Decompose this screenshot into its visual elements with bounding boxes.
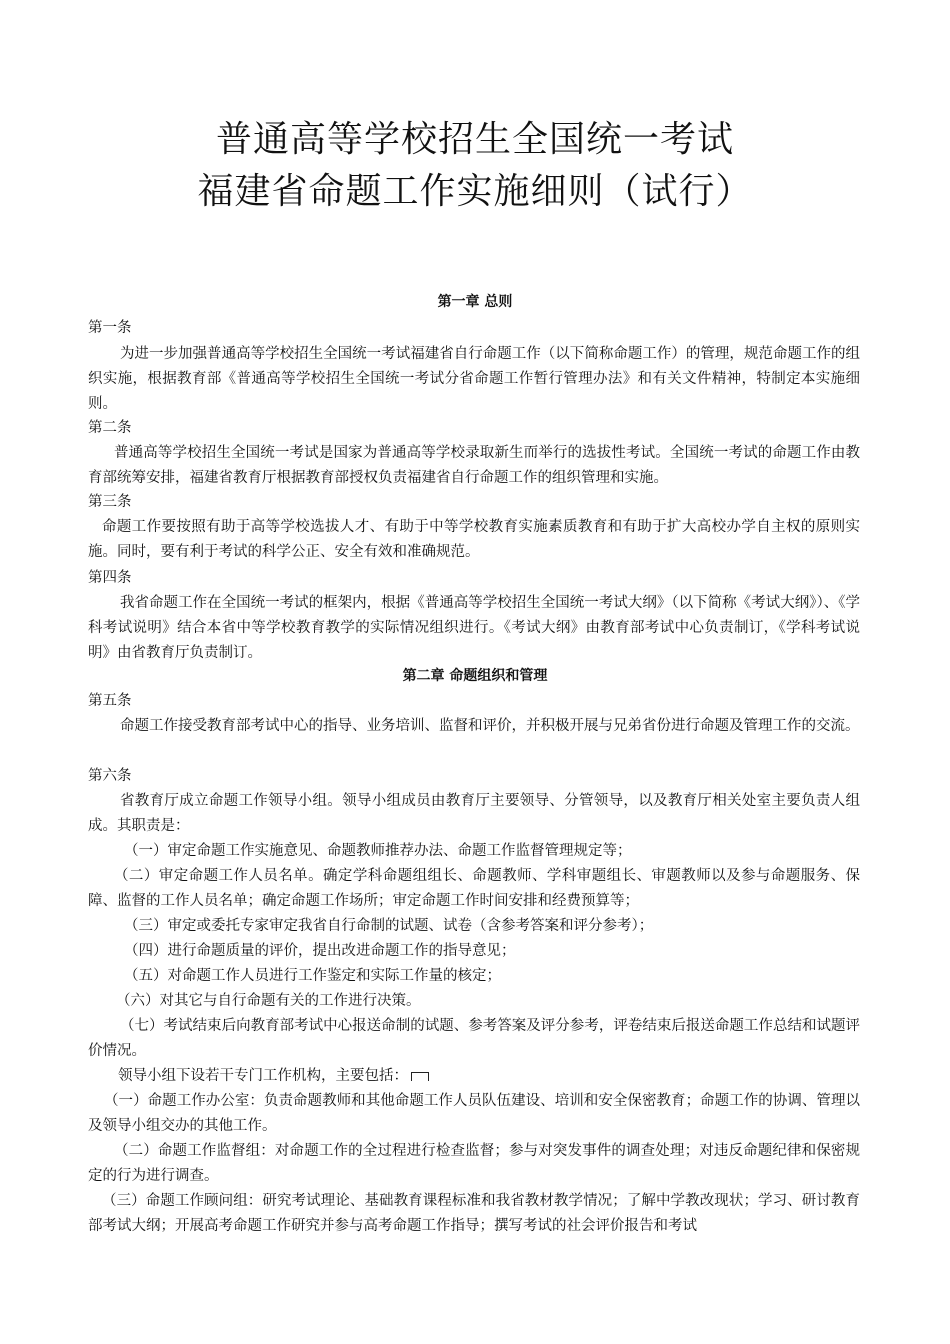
article-1-text: 为进一步加强普通高等学校招生全国统一考试福建省自行命题工作（以下简称命题工作）的管理，规范命题工作的组织实施，根据教育部《普通高等学校招生全国统一考试分省命题工作暂行管理办法》和有关文件精神，特制定本实施细则。 xyxy=(88,346,860,412)
duty-item-1: （一）审定命题工作实施意见、命题教师推荐办法、命题工作监督管理规定等； xyxy=(124,843,632,859)
body-item-2: （二）命题工作监督组：对命题工作的全过程进行检查监督；参与对突发事件的调查处理；对违反命题纪律和保密规定的行为进行调查。 xyxy=(88,1143,860,1184)
document-title-line1: 普通高等学校招生全国统一考试 xyxy=(215,119,734,160)
working-bodies-intro xyxy=(88,1064,860,1089)
duty-item-7: （七）考试结束后向教育部考试中心报送命制的试题、参考答案及评分参考，评卷结束后报送命题工作总结和试题评价情况。 xyxy=(88,1018,860,1059)
chapter-1-heading: 第一章 总则 xyxy=(437,294,513,310)
article-6-text: 省教育厅成立命题工作领导小组。领导小组成员由教育厅主要领导、分管领导，以及教育厅相关处室主要负责人组成。其职责是： xyxy=(88,793,860,834)
article-6-label: 第六条 xyxy=(88,768,132,784)
duty-item-2: （二）审定命题工作人员名单。确定学科命题组组长、命题教师、学科审题组长、审题教师以及参与命题服务、保障、监督的工作人员名单；确定命题工作场所；审定命题工作时间安排和经费预算等； xyxy=(88,868,860,909)
article-5-text: 命题工作接受教育部考试中心的指导、业务培训、监督和评价，并积极开展与兄弟省份进行命题及管理工作的交流。 xyxy=(120,718,860,734)
article-4-text: 我省命题工作在全国统一考试的框架内，根据《普通高等学校招生全国统一考试大纲》（以下简称《考试大纲》）、《学科考试说明》结合本省中等学校教育教学的实际情况组织进行。《考试大纲》由教育部考试中心负责制订，《学科考试说明》由省教育厅负责制订。 xyxy=(88,595,860,661)
article-3-text: 命题工作要按照有助于高等学校选拔人才、有助于中等学校教育实施素质教育和有助于扩大高校办学自主权的原则实施。同时，要有利于考试的科学公正、安全有效和准确规范。 xyxy=(88,519,860,560)
body-item-3: （三）命题工作顾问组：研究考试理论、基础教育课程标准和我省教材教学情况；了解中学教改现状；学习、研讨教育部考试大纲；开展高考命题工作研究并参与高考命题工作指导；撰写考试的社会评价报告和考试 xyxy=(88,1193,860,1234)
article-2-text: 普通高等学校招生全国统一考试是国家为普通高等学校录取新生而举行的选拔性考试。全国统一考试的命题工作由教育部统筹安排，福建省教育厅根据教育部授权负责福建省自行命题工作的组织管理和实施。 xyxy=(88,445,860,486)
chapter-2-heading: 第二章 命题组织和管理 xyxy=(402,668,548,684)
article-1-label: 第一条 xyxy=(88,320,132,336)
duty-item-6: （六）对其它与自行命题有关的工作进行决策。 xyxy=(116,993,421,1009)
body-item-1: （一）命题工作办公室：负责命题教师和其他命题工作人员队伍建设、培训和安全保密教育；命题工作的协调、管理以及领导小组交办的其他工作。 xyxy=(88,1093,860,1134)
duty-item-5: （五）对命题工作人员进行工作鉴定和实际工作量的核定； xyxy=(124,968,501,984)
omission-mark-icon xyxy=(411,1072,429,1081)
article-5-label: 第五条 xyxy=(88,693,132,709)
article-4-label: 第四条 xyxy=(88,570,132,586)
duty-item-4: （四）进行命题质量的评价，提出改进命题工作的指导意见； xyxy=(124,943,516,959)
duty-item-3: （三）审定或委托专家审定我省自行命制的试题、试卷（含参考答案和评分参考）； xyxy=(124,918,654,934)
document-title-line2: 福建省命题工作实施细则（试行） xyxy=(197,171,753,212)
article-2-label: 第二条 xyxy=(88,420,132,436)
article-3-label: 第三条 xyxy=(88,494,132,510)
working-bodies-intro-text: 领导小组下设若干专门工作机构，主要包括： xyxy=(118,1068,408,1084)
